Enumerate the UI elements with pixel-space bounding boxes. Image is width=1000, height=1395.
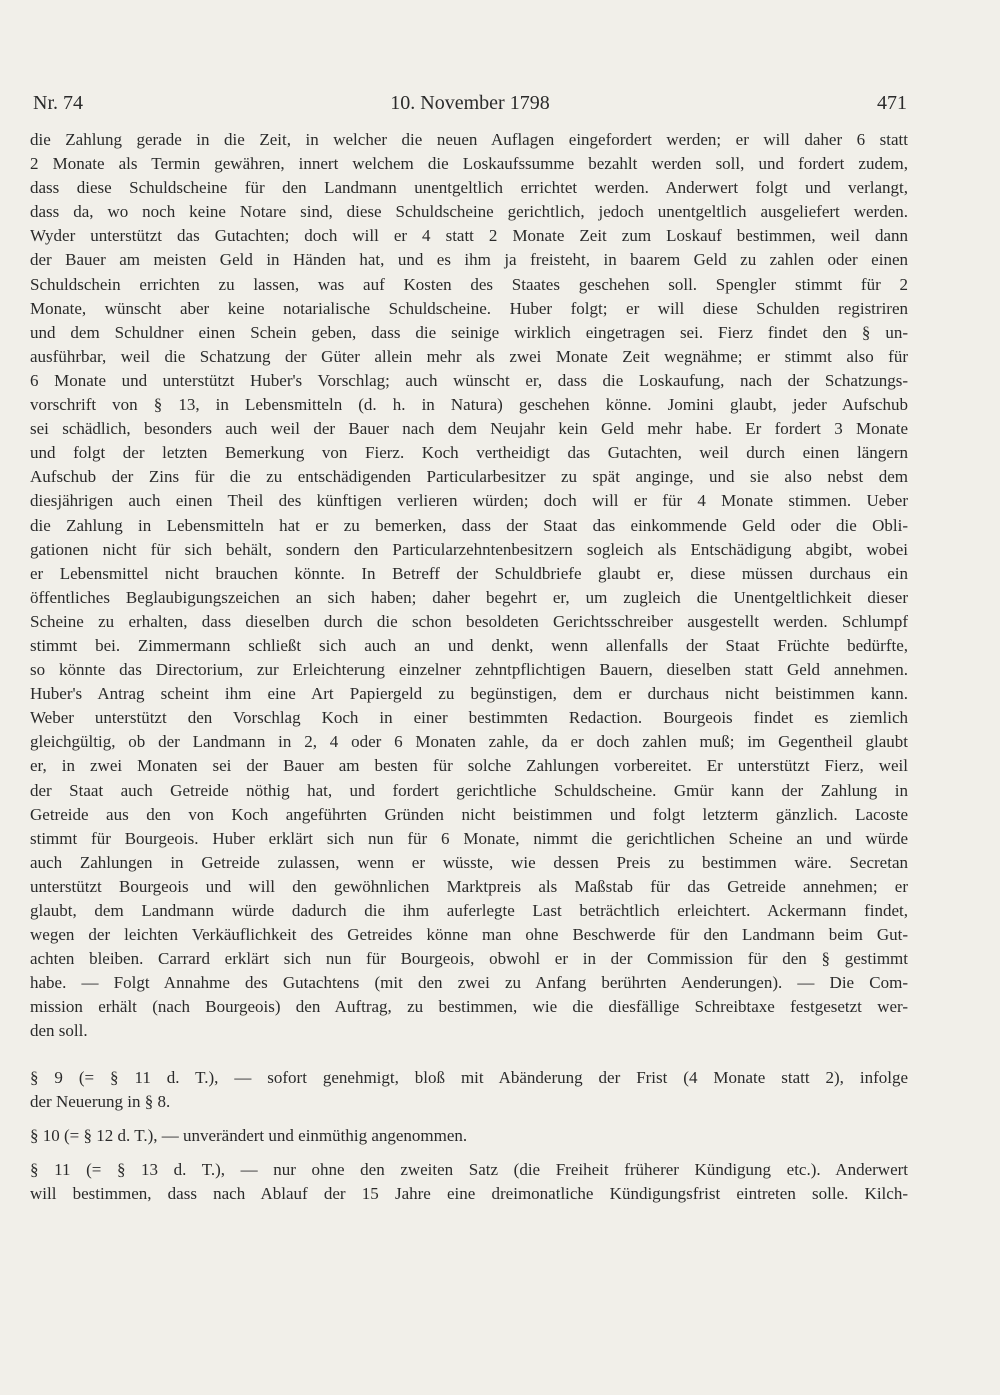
- text-line: diesjährigen auch einen Theil des künftigen verlieren würden; doch will er für 4 Monate stimmen. Ueber: [30, 491, 908, 511]
- section-9-line: der Neuerung in § 8.: [30, 1091, 171, 1111]
- text-line: Monate, wünscht aber keine notarialische Schuldscheine. Huber folgt; er will diese Schulden registriren: [30, 298, 908, 318]
- text-line: der Bauer am meisten Geld in Händen hat, und es ihm ja freisteht, in baarem Geld zu zahlen oder einen: [30, 250, 908, 270]
- text-line: wegen der leichten Verkäuflichkeit des Getreides könne man ohne Beschwerde für den Landmann beim Gut-: [30, 925, 908, 945]
- text-line: die Zahlung in Lebensmitteln hat er zu bemerken, dass der Staat das einkommende Geld oder die Obli-: [30, 515, 908, 535]
- text-line: habe. — Folgt Annahme des Gutachtens (mit den zwei zu Anfang berührten Aenderungen). — Die Com-: [30, 973, 908, 993]
- section-9-line: § 9 (= § 11 d. T.), — sofort genehmigt, bloß mit Abänderung der Frist (4 Monate statt 2), infolge: [30, 1067, 908, 1087]
- text-line: und dem Schuldner einen Schein geben, dass die seinige wirklich eingetragen sei. Fierz findet den § un-: [30, 322, 908, 342]
- text-line: dass da, wo noch keine Notare sind, diese Schuldscheine gerichtlich, jedoch unentgeltlich ausgeliefert werden.: [30, 202, 908, 222]
- text-line: vorschrift von § 13, in Lebensmitteln (d. h. in Natura) geschehen könne. Jomini glaubt, jeder Aufschub: [30, 395, 908, 415]
- text-line: der Staat auch Getreide nöthig hat, und fordert gerichtliche Schuldscheine. Gmür kann der Zahlung in: [30, 780, 908, 800]
- text-line: mission erhält (nach Bourgeois) den Auftrag, zu bestimmen, wie die diesfällige Schreibtaxe festgesetzt wer-: [30, 997, 908, 1017]
- text-line: er, in zwei Monaten sei der Bauer am besten für solche Zahlungen vorbereitet. Er unterstützt Fierz, weil: [30, 756, 908, 776]
- text-line: Schuldschein errichten zu lassen, was auf Kosten des Staates geschehen soll. Spengler stimmt für 2: [30, 274, 908, 294]
- text-line: stimmt für Bourgeois. Huber erklärt sich nun für 6 Monate, nimmt die gerichtlichen Scheine an und würde: [30, 828, 908, 848]
- text-line: Scheine zu erhalten, dass dieselben durch die schon besoldeten Gerichtsschreiber ausgestellt werden. Schlumpf: [30, 611, 908, 631]
- text-line: 6 Monate und unterstützt Huber's Vorschlag; auch wünscht er, dass die Loskaufung, nach der Schatzungs-: [30, 370, 908, 390]
- text-line: Wyder unterstützt das Gutachten; doch will er 4 statt 2 Monate Zeit zum Loskauf bestimmen, weil dann: [30, 226, 908, 246]
- text-line: öffentliches Beglaubigungszeichen an sich haben; daher begehrt er, um zugleich die Unentgeltlichkeit dieser: [30, 587, 908, 607]
- text-line: den soll.: [30, 1021, 88, 1041]
- text-line: so könnte das Directorium, zur Erleichterung einzelner zehntpflichtigen Bauern, dieselben statt Geld annehmen.: [30, 660, 908, 680]
- section-11-line: will bestimmen, dass nach Ablauf der 15 Jahre eine dreimonatliche Kündigungsfrist eintreten solle. Kilch-: [30, 1183, 908, 1203]
- text-line: Huber's Antrag scheint ihm eine Art Papiergeld zu begünstigen, dem er durchaus nicht beistimmen kann.: [30, 684, 908, 704]
- text-line: er Lebensmittel nicht brauchen könnte. In Betreff der Schuldbriefe glaubt er, diese müssen durchaus ein: [30, 563, 908, 583]
- text-line: auch Zahlungen in Getreide zulassen, wenn er wüsste, wie dessen Preis zu bestimmen wäre. Secretan: [30, 852, 908, 872]
- text-line: 2 Monate als Termin gewähren, innert welchem die Loskaufssumme bezahlt werden soll, und fordert zudem,: [30, 154, 908, 174]
- text-line: achten bleiben. Carrard erklärt sich nun für Bourgeois, obwohl er in der Commission für den § gestimmt: [30, 949, 908, 969]
- page-number: 471: [877, 92, 907, 114]
- text-line: sei schädlich, besonders auch weil der Bauer nach dem Neujahr kein Geld mehr habe. Er fordert 3 Monate: [30, 419, 908, 439]
- document-number: Nr. 74: [33, 92, 83, 114]
- section-11-line: § 11 (= § 13 d. T.), — nur ohne den zweiten Satz (die Freiheit früherer Kündigung etc.). Anderwert: [30, 1159, 908, 1179]
- text-line: Weber unterstützt den Vorschlag Koch in einer bestimmten Redaction. Bourgeois findet es ziemlich: [30, 708, 908, 728]
- paragraph-gap: [30, 1114, 908, 1124]
- text-line: gationen nicht für sich behält, sondern den Particularzehntenbesitzern sogleich als Entschädigung abgibt, wobei: [30, 539, 908, 559]
- page-header: [33, 92, 907, 120]
- text-line: stimmt bei. Zimmermann schließt sich auch an und denkt, wenn allenfalls der Staat Früchte bedürfte,: [30, 635, 908, 655]
- paragraph-gap: [30, 1044, 908, 1066]
- text-line: glaubt, dem Landmann würde dadurch die ihm auferlegte Last beträchtlich erleichtert. Ackermann findet,: [30, 901, 908, 920]
- text-line: gleichgültig, ob der Landmann in 2, 4 oder 6 Monaten zahle, da er doch zahlen muß; im Gegentheil glaubt: [30, 732, 908, 752]
- text-line: unterstützt Bourgeois und will den gewöhnlichen Marktpreis als Maßstab für das Getreide annehmen; er: [30, 876, 908, 896]
- text-line: dass diese Schuldscheine für den Landmann unentgeltlich errichtet werden. Anderwert folgt und verlangt,: [30, 178, 908, 198]
- text-line: Getreide aus den von Koch angeführten Gründen nicht beistimmen und folgt letzterm gänzlich. Lacoste: [30, 804, 908, 824]
- paragraph-gap: [30, 1148, 908, 1158]
- header-date: 10. November 1798: [390, 92, 550, 114]
- text-line: und folgt der letzten Bemerkung von Fierz. Koch vertheidigt das Gutachten, weil durch einen längern: [30, 443, 908, 463]
- body-text: [30, 128, 908, 1206]
- text-line: ausführbar, weil die Schatzung der Güter allein mehr als zwei Monate Zeit wegnähme; er stimmt also für: [30, 346, 908, 366]
- section-10-line: § 10 (= § 12 d. T.), — unverändert und einmüthig angenommen.: [30, 1125, 468, 1145]
- text-line: Aufschub der Zins für die zu entschädigenden Particularbesitzer zu spät anginge, und sie also nebst dem: [30, 467, 908, 487]
- text-line: die Zahlung gerade in die Zeit, in welcher die neuen Auflagen eingefordert werden; er will daher 6 statt: [30, 130, 908, 149]
